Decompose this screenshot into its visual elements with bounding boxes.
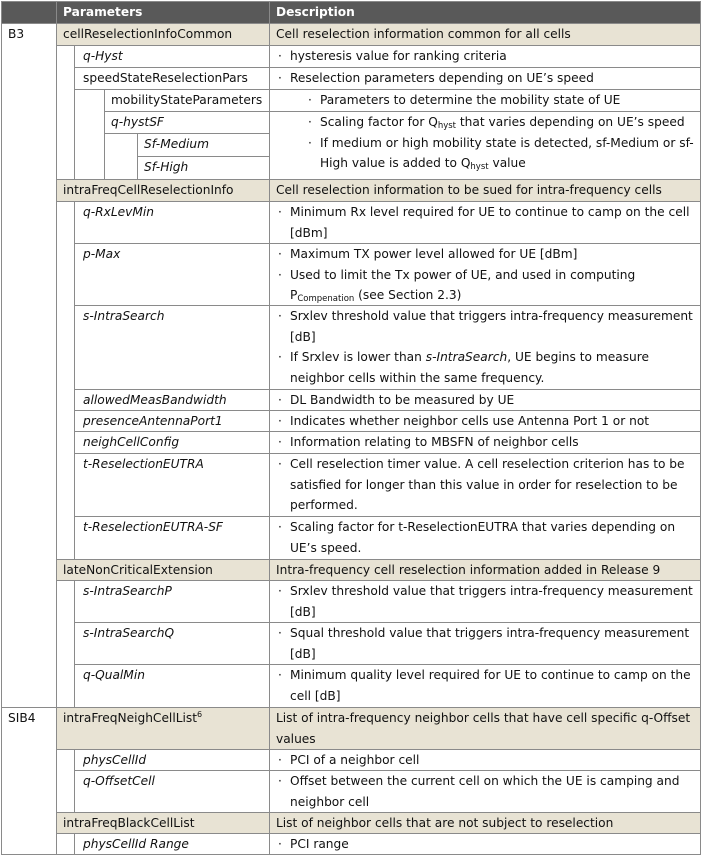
param-cell: Sf-High [137,156,269,179]
param-cell: q-hystSF [104,111,269,133]
desc-cell [269,45,701,67]
param-cell: physCellId Range [74,833,269,855]
desc-cell: List of intra-frequency neighbor cells that have cell specific q-Offset values [269,707,701,749]
desc-cell [269,770,701,812]
bullet: · [308,115,312,129]
bullet: · [278,837,282,851]
indent-spacer [56,201,74,559]
bullet: · [278,247,282,261]
bullet: · [278,774,282,788]
indent-spacer [56,580,74,707]
indent-spacer [104,133,137,179]
indent-spacer [56,45,74,179]
param-cell: speedStateReselectionPars [74,67,269,89]
desc-text: Cell reselection timer value. A cell reselection criterion has to be satisfied for longer than this value in order for reselection to be performed. [290,457,685,512]
param-cell: p-Max [74,243,269,305]
desc-cell [269,580,701,622]
desc-text: If medium or high mobility state is detected, sf-Medium or sf-High value is added to $Q_{hyst}$ value [320,135,694,172]
bullet: · [308,93,312,107]
bullet: · [278,350,282,364]
bullet: · [278,520,282,534]
desc-cell: List of neighbor cells that are not subject to reselection [269,812,701,833]
bullet: · [278,457,282,471]
desc-text: Minimum quality level required for UE to continue to camp on the cell [dB] [290,668,691,703]
desc-cell [269,664,701,707]
bullet: · [278,393,282,407]
header-parameters: Parameters [56,1,269,23]
bullet: · [278,205,282,219]
param-cell: cellReselectionInfoCommon [56,23,269,45]
parameter-table [1,1,701,855]
desc-text: If Srxlev is lower than s-IntraSearch, UE begins to measure neighbor cells within the same frequency. [290,350,650,385]
bullet: · [278,71,282,85]
param-cell: intraFreqNeighCellList$^6$ [56,707,269,749]
desc-cell [269,89,701,111]
param-cell: q-QualMin [74,664,269,707]
desc-text: Srxlev threshold value that triggers intra-frequency measurement [dB] [290,309,693,344]
desc-cell [269,431,701,453]
param-cell: q-OffsetCell [74,770,269,812]
bullet: · [278,267,282,282]
desc-cell [269,305,701,389]
param-cell: s-IntraSearchP [74,580,269,622]
header-group-cell [1,1,56,23]
desc-cell [269,516,701,559]
param-cell: mobilityStateParameters [104,89,269,111]
bullet: · [278,584,282,598]
desc-cell [269,389,701,410]
desc-text: DL Bandwidth to be measured by UE [290,393,515,407]
param-cell: s-IntraSearch [74,305,269,389]
group-label-b3: B3 [1,23,56,707]
desc-text: hysteresis value for ranking criteria [290,49,507,63]
desc-cell [269,833,701,855]
param-cell: t-ReselectionEUTRA-SF [74,516,269,559]
desc-cell [269,410,701,431]
desc-text: Reselection parameters depending on UE’s speed [290,71,594,85]
param-cell: Sf-Medium [137,133,269,156]
desc-cell: Intra-frequency cell reselection information added in Release 9 [269,559,701,580]
param-cell: q-RxLevMin [74,201,269,243]
param-cell: lateNonCriticalExtension [56,559,269,580]
desc-text: PCI range [290,837,349,851]
bullet: · [278,414,282,428]
desc-text: Scaling factor for t-ReselectionEUTRA that varies depending on UE’s speed. [290,520,676,555]
desc-text: Used to limit the Tx power of UE, and used in computing $P_{Compenation}$ (see Section 2.3) [290,267,636,304]
bullet: · [278,309,282,323]
param-cell: physCellId [74,749,269,770]
desc-cell: Cell reselection information to be sued for intra-frequency cells [269,179,701,201]
bullet: · [278,753,282,767]
param-cell: neighCellConfig [74,431,269,453]
param-cell: t-ReselectionEUTRA [74,453,269,516]
desc-text: Information relating to MBSFN of neighbor cells [290,435,579,449]
desc-text: Squal threshold value that triggers intra-frequency measurement [dB] [290,626,690,661]
desc-cell [269,453,701,516]
desc-text: PCI of a neighbor cell [290,753,420,767]
bullet: · [278,626,282,640]
param-cell: allowedMeasBandwidth [74,389,269,410]
indent-spacer [56,749,74,812]
desc-text: Srxlev threshold value that triggers intra-frequency measurement [dB] [290,584,693,619]
desc-cell [269,201,701,243]
desc-cell [269,243,701,305]
bullet: · [278,435,282,449]
param-cell: intraFreqCellReselectionInfo [56,179,269,201]
desc-text: Parameters to determine the mobility state of UE [320,93,621,107]
desc-text: Indicates whether neighbor cells use Antenna Port 1 or not [290,414,650,428]
desc-text: Minimum Rx level required for UE to continue to camp on the cell [dBm] [290,205,690,240]
bullet: · [308,135,312,150]
desc-cell [269,749,701,770]
desc-text: Scaling factor for $Q_{hyst}$ that varies depending on UE’s speed [320,115,685,131]
param-cell: presenceAntennaPort1 [74,410,269,431]
bullet: · [278,49,282,63]
indent-spacer [56,833,74,855]
desc-cell: Cell reselection information common for all cells [269,23,701,45]
desc-text: Offset between the current cell on which the UE is camping and neighbor cell [290,774,680,809]
param-cell: s-IntraSearchQ [74,622,269,664]
desc-cell [269,111,701,179]
desc-cell [269,67,701,89]
param-cell: intraFreqBlackCellList [56,812,269,833]
param-cell: q-Hyst [74,45,269,67]
header-description: Description [269,1,701,23]
indent-spacer [74,89,104,179]
bullet: · [278,668,282,682]
desc-cell [269,622,701,664]
desc-text: Maximum TX power level allowed for UE [dBm] [290,247,578,261]
group-label-sib4: SIB4 [1,707,56,855]
